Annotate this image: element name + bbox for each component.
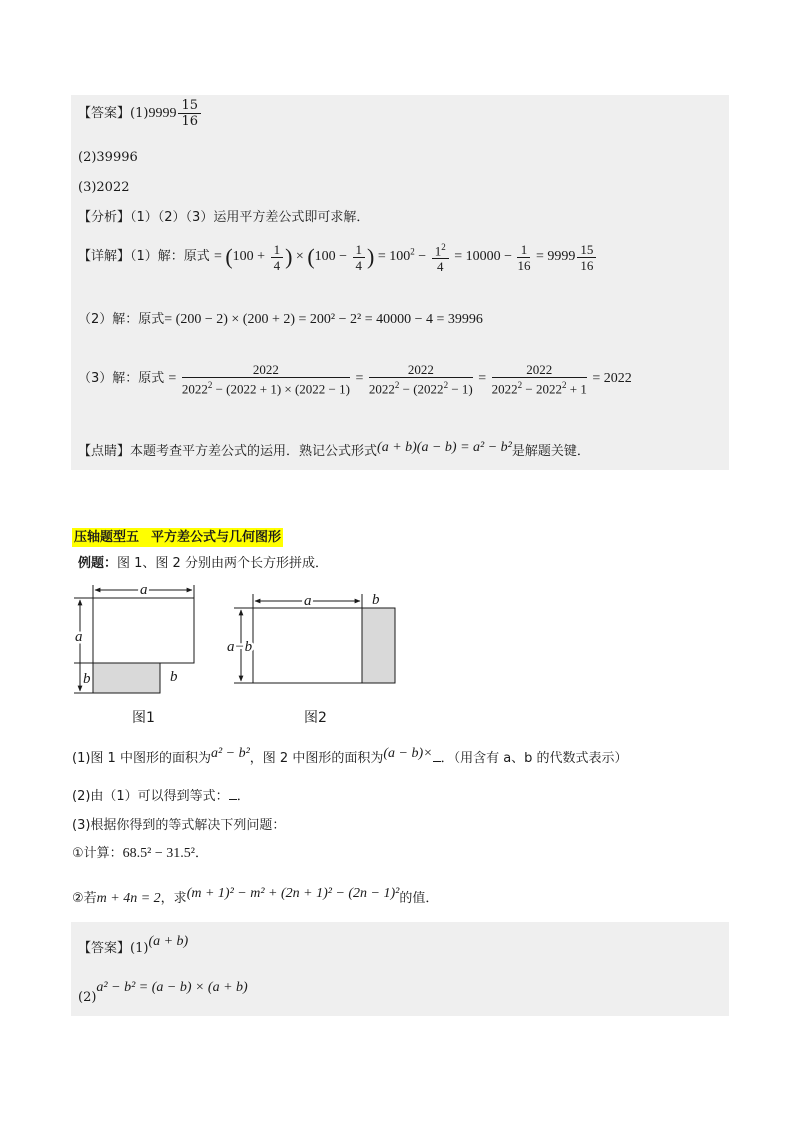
answer-box-1 [71, 95, 729, 470]
fig2-label-b-top: b [372, 592, 380, 608]
question-2: (2)由（1）可以得到等式： ． [72, 789, 250, 804]
question-1: (1)图 1 中图形的面积为a² − b²，图 2 中图形的面积为(a − b)× ．（用含有 a、b 的代数式表示） [72, 746, 628, 766]
answer-1-part-1: 【答案】(1)9999 $\frac{15}{16}$ [78, 98, 203, 129]
question-3-2: ②若m + 4n = 2，求(m + 1)² − m² + (2n + 1)² − (2n − 1)²的值． [72, 886, 439, 906]
question-3-1: ①计算：68.5² − 31.5²． [72, 846, 208, 861]
figure-2 [227, 592, 395, 683]
detail-q1-expression: = (100 + $\frac{1}{4}$ ) × (100 − $\frac{1}{4}$ ) = $100^2$ − $\frac{1^2}{4}$ = 10000 − $\frac{1}{16}$ = 9999 $\frac{15}{16}$ [214, 249, 598, 264]
fig1-label-b-right: b [170, 669, 178, 685]
answer-blank[interactable] [229, 788, 237, 800]
fig1-small-rect [93, 663, 160, 693]
answer-blank[interactable] [433, 750, 441, 762]
question-3: (3)根据你得到的等式解决下列问题： [72, 818, 286, 833]
example-line: 例题：图 1、图 2 分别由两个长方形拼成． [78, 556, 328, 571]
fig2-label-a-top: a [304, 593, 312, 609]
answer-1-part-2: (2)39996 [78, 150, 138, 165]
fig1-label-a-left: a [75, 629, 83, 645]
fig1-caption: 图1 [132, 710, 155, 726]
section-heading: 压轴题型五 平方差公式与几何图形 [74, 530, 282, 545]
detail-q3: （3）解：原式 = $\frac{2022}{2022^2 - (2022 + 1) \times (2022 - 1)}$ = $\frac{2022}{2022^2 - (2022^2 - 1)}$ = $\frac{2022}{2022^2 - 2022^2 + 1}$ = 2022 [78, 362, 632, 397]
answer-2-part-2: (2)a² − b² = (a − b) × (a + b) [78, 980, 248, 1005]
fig2-label-a-minus-b: a−b [227, 639, 253, 655]
fig1-label-a-top: a [140, 582, 148, 598]
fig2-white-rect [253, 608, 362, 683]
fraction: $\frac{15}{16}$ [178, 98, 201, 129]
answer-2-part-1: 【答案】(1)(a + b) [78, 934, 189, 956]
fig2-grey-rect [362, 608, 395, 683]
comment-line: 【点睛】本题考查平方差公式的运用．熟记公式形式(a + b)(a − b) = a² − b²是解题关键． [78, 440, 590, 459]
figure-1 [74, 582, 194, 693]
detail-q1: 【详解】（1）解：原式 = (100 + $\frac{1}{4}$ ) × (100 − $\frac{1}{4}$ ) = $100^2$ − $\frac{1^2}{4}$ = 10000 − $\frac{1}{16}$ = 9999 $\frac{15}{16}$ [78, 240, 598, 274]
analysis-line: 【分析】（1）（2）（3）运用平方差公式即可求解． [78, 210, 370, 225]
detail-q3-expression: = $\frac{2022}{2022^2 - (2022 + 1) \times (2022 - 1)}$ = $\frac{2022}{2022^2 - (2022^2 - 1)}$ = $\frac{2022}{2022^2 - 2022^2 + 1}$ = 2022 [168, 362, 632, 397]
answer-1-part-3: (3)2022 [78, 180, 130, 195]
fig1-large-rect [93, 598, 194, 663]
fig1-label-b-left: b [83, 671, 91, 687]
fig2-caption: 图2 [304, 710, 327, 726]
figures-diagram [70, 580, 490, 730]
detail-q2: （2）解：原式= (200 − 2) × (200 + 2) = 200² − 2² = 40000 − 4 = 39996 [78, 312, 483, 327]
